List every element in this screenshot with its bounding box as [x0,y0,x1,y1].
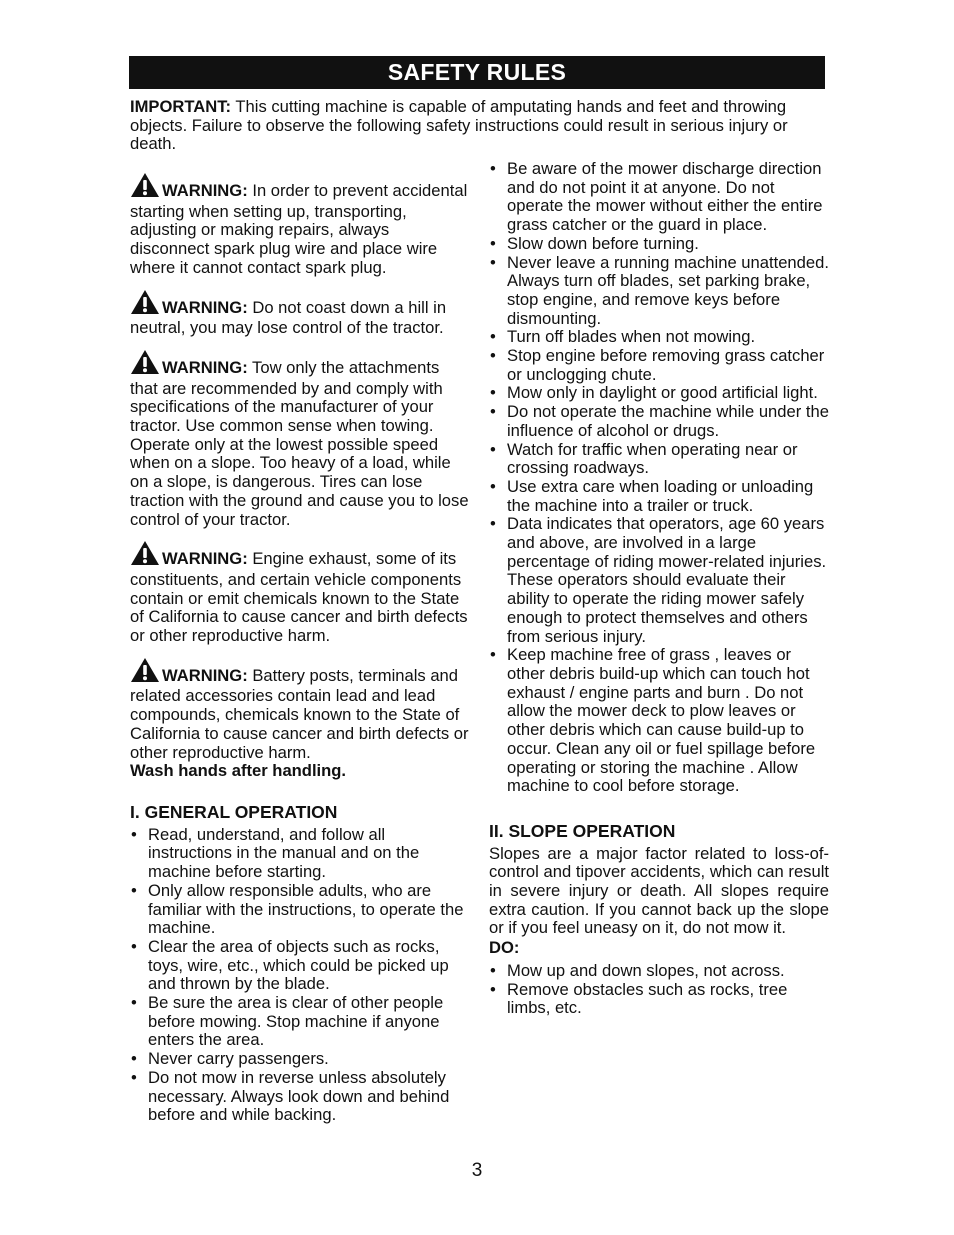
list-item: • Turn off blades when not mowing. [489,328,829,347]
list-item: • Slow down before turning. [489,235,829,254]
list-item: • Mow only in daylight or good artificial light. [489,384,829,403]
warning-label: WARNING: [162,297,248,317]
slope-operation-heading: II. SLOPE OPERATION [489,820,676,841]
warning-text: Tow only the attachments that are recommended by and comply with specifications of the manufacturer of your tractor. Use common sense when towing. Operate only at the lowest possible speed when on a slope. Too heavy of a load, while on a slope, is dangerous. Tires can lose traction with the ground and cause you to lose control of your tractor. [130,357,469,529]
slope-paragraph: Slopes are a major factor related to loss-of-control and tipover accidents, which can result in severe injury or death. All slopes require extra caution. If you cannot back up the slope or if you feel uneasy on it, do not mow it. [489,843,829,938]
list-item: • Watch for traffic when operating near or crossing roadways. [489,441,829,478]
warning-icon [130,540,160,571]
warning-label: WARNING: [162,665,248,685]
list-item: • Data indicates that operators, age 60 years and above, are involved in a large percentage of riding mower-related injuries. These operators should evaluate their ability to operate the riding mower safely enough to protect themselves and others from serious injury. [489,515,829,646]
do-list [489,962,829,1018]
do-label: DO: [489,938,520,958]
warnings-list [130,172,470,781]
warning-paragraph [130,172,470,278]
list-item: • Keep machine free of grass , leaves or other debris build-up which can touch hot exhaust / engine parts and burn . Do not allow the mower deck to plow leaves or other debris which can cause build-up to occur. Clean any oil or fuel spillage before operating or storing the machine . Allow machine to cool before storage. [489,646,829,796]
list-item: • Mow up and down slopes, not across. [489,962,829,981]
intro-paragraph [130,98,820,154]
warning-icon [130,349,160,380]
warning-icon [130,289,160,320]
list-item: • Never leave a running machine unattended. Always turn off blades, set parking brake, stop engine, and remove keys before dismounting. [489,254,829,329]
warning-label: WARNING: [162,181,248,200]
warning-text: Battery posts, terminals and related accessories contain lead and lead compounds, chemicals known to the State of California to cause cancer and birth defects or other reproductive harm. [130,665,469,762]
warning-paragraph [130,289,470,338]
list-item: • Only allow responsible adults, who are familiar with the instructions, to operate the machine. [130,882,470,938]
warning-icon [130,172,160,203]
list-item: • Stop engine before removing grass catcher or unclogging chute. [489,347,829,384]
warning-paragraph [130,540,470,646]
list-item: • Read, understand, and follow all instructions in the manual and on the machine before starting. [130,826,470,882]
warning-text: Engine exhaust, some of its constituents, and certain vehicle components contain or emit chemicals known to the State of California to cause cancer and birth defects or other reproductive harm. [130,549,468,646]
general-operation-heading: I. GENERAL OPERATION [130,801,338,822]
warning-text: In order to prevent accidental starting when setting up, transporting, adjusting or making repairs, always disconnect spark plug wire and place wire where it cannot contact spark plug. [130,181,468,277]
general-operation-list [130,826,470,1125]
warning-icon [130,657,160,688]
page-title: SAFETY RULES [129,56,825,89]
list-item: • Never carry passengers. [130,1050,470,1069]
page-number: 3 [471,1160,483,1181]
list-item: • Be sure the area is clear of other people before mowing. Stop machine if anyone enters the area. [130,994,470,1050]
list-item: • Remove obstacles such as rocks, tree limbs, etc. [489,981,829,1018]
intro-text: This cutting machine is capable of amputating hands and feet and throwing objects. Failure to observe the following safety instructions could result in serious injury or death. [130,97,788,153]
left-column [130,172,470,1125]
list-item: • Be aware of the mower discharge direction and do not point it at anyone. Do not operate the mower without either the entire grass catcher or the guard in place. [489,160,829,235]
warning-note: Wash hands after handling. [130,761,347,781]
right-column [489,160,829,1018]
list-item: • Use extra care when loading or unloading the machine into a trailer or truck. [489,478,829,515]
list-item: • Do not operate the machine while under the influence of alcohol or drugs. [489,403,829,440]
warning-paragraph [130,657,470,781]
warning-label: WARNING: [162,549,248,569]
warning-paragraph [130,349,470,529]
general-operation-list-continued [489,160,829,796]
list-item: • Do not mow in reverse unless absolutely necessary. Always look down and behind before and while backing. [130,1069,470,1125]
list-item: • Clear the area of objects such as rocks, toys, wire, etc., which could be picked up and thrown by the blade. [130,938,470,994]
warning-text: Do not coast down a hill in neutral, you may lose control of the tractor. [130,297,447,338]
warning-label: WARNING: [162,357,248,377]
important-label: IMPORTANT: [130,97,232,116]
